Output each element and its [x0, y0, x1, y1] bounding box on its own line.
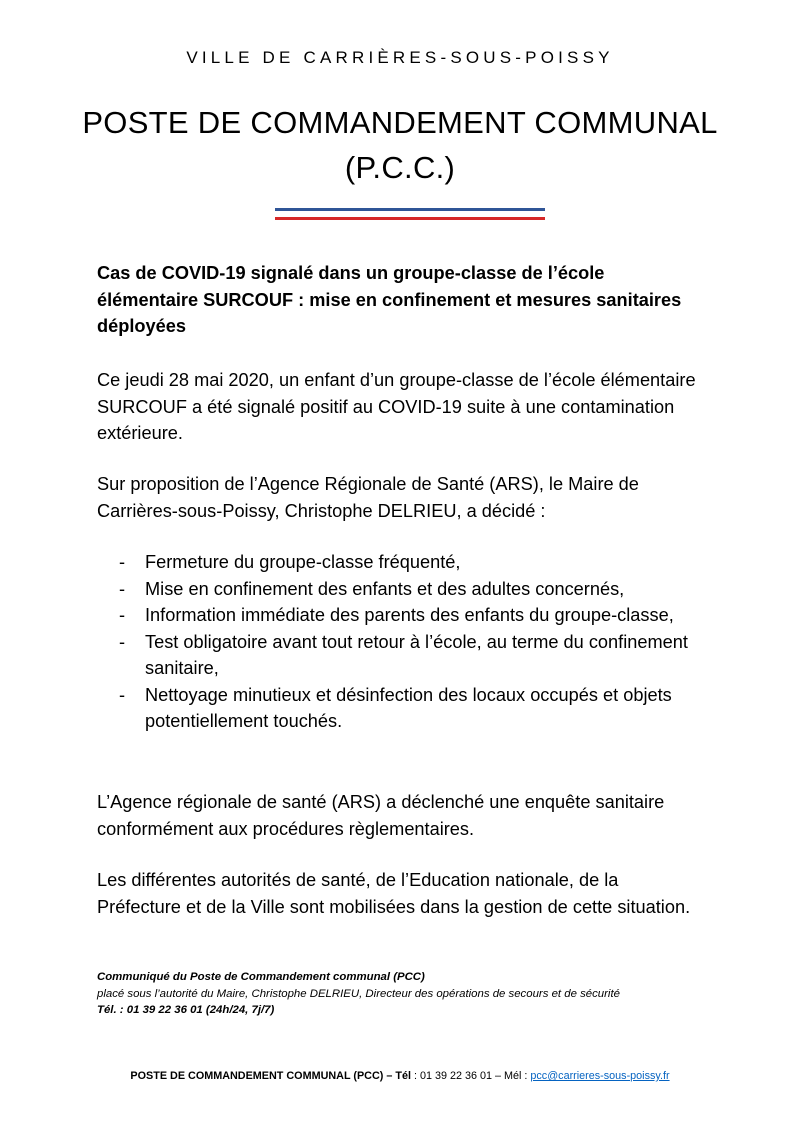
list-item: - Fermeture du groupe-classe fréquenté,	[97, 549, 707, 576]
measures-list	[97, 549, 707, 735]
list-item: - Mise en confinement des enfants et des adultes concernés,	[97, 576, 707, 603]
article-headline: Cas de COVID-19 signalé dans un groupe-classe de l’école élémentaire SURCOUF : mise en confinement et mesures sanitaires déployées	[97, 263, 682, 336]
title-line-1: POSTE DE COMMANDEMENT COMMUNAL	[82, 105, 718, 140]
footer-contact: : 01 39 22 36 01 – Mél :	[410, 1070, 531, 1082]
title-line-2: (P.C.C.)	[344, 150, 456, 185]
article-paragraph-3: L’Agence régionale de santé (ARS) a déclenché une enquête sanitaire conformément aux procédures règlementaires.	[97, 792, 665, 839]
bullet-dash: -	[119, 578, 126, 599]
signature-line-1: Communiqué du Poste de Commandement communal (PCC)	[97, 971, 425, 983]
list-item: - Information immédiate des parents des enfants du groupe-classe,	[97, 602, 707, 629]
footer-org: POSTE DE COMMANDEMENT COMMUNAL (PCC) – Tél	[130, 1070, 411, 1082]
signature-phone: Tél. : 01 39 22 36 01 (24h/24, 7j/7)	[97, 1004, 275, 1016]
list-item: - Test obligatoire avant tout retour à l’école, au terme du confinement sanitaire,	[97, 629, 707, 682]
signature-line-2: placé sous l’autorité du Maire, Christophe DELRIEU, Directeur des opérations de secours et de sécurité	[97, 987, 620, 1000]
tricolor-divider	[275, 208, 545, 220]
bullet-dash: -	[119, 631, 126, 652]
page-title	[0, 100, 800, 190]
list-item: - Nettoyage minutieux et désinfection des locaux occupés et objets potentiellement touchés.	[97, 682, 707, 735]
bullet-dash: -	[119, 684, 126, 705]
bullet-dash: -	[119, 552, 126, 572]
article-paragraph-4: Les différentes autorités de santé, de l’Education nationale, de la Préfecture et de la Ville sont mobilisées dans la gestion de cette situation.	[97, 870, 691, 917]
article-paragraph-1: Ce jeudi 28 mai 2020, un enfant d’un groupe-classe de l’école élémentaire SURCOUF a été signalé positif au COVID-19 suite à une contamination extérieure.	[97, 370, 696, 443]
signature-block	[97, 969, 707, 1019]
page-footer	[0, 1070, 800, 1082]
footer-email-link[interactable]: pcc@carrieres-sous-poissy.fr	[530, 1070, 670, 1082]
divider-red-line	[275, 217, 545, 220]
article-paragraph-2: Sur proposition de l’Agence Régionale de Santé (ARS), le Maire de Carrières-sous-Poissy, Christophe DELRIEU, a décidé :	[97, 474, 639, 521]
bullet-dash: -	[119, 605, 126, 625]
city-name: VILLE DE CARRIÈRES-SOUS-POISSY	[186, 48, 614, 67]
